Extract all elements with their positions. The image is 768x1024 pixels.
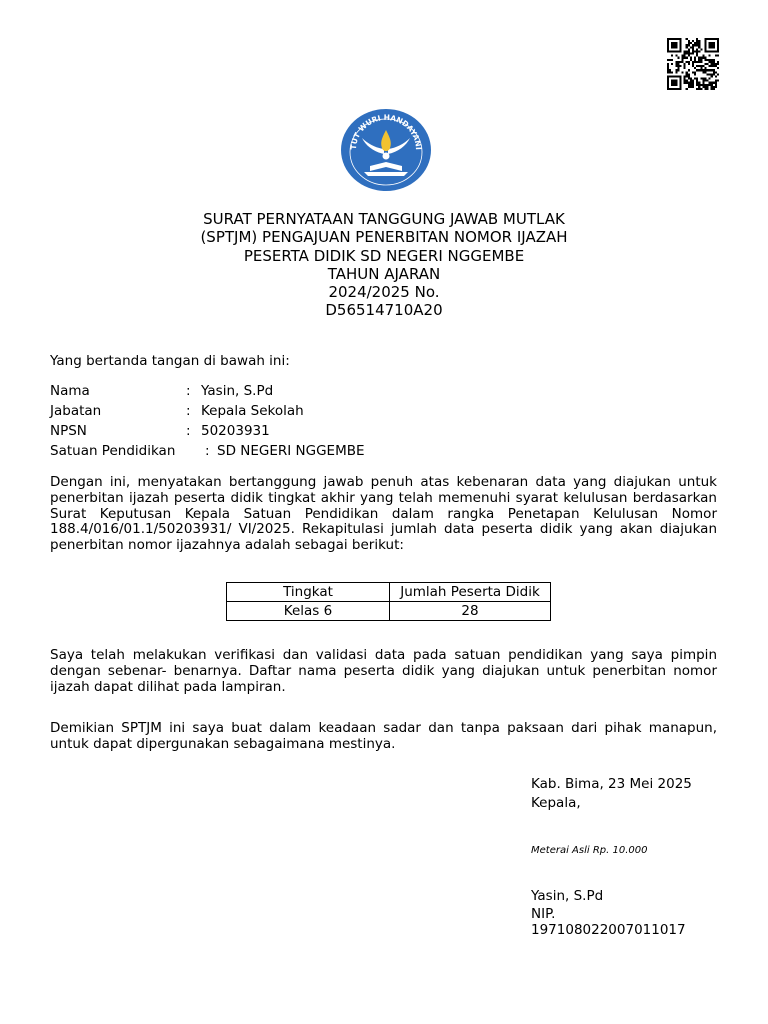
title-line-3: PESERTA DIDIK SD NEGERI NGGEMBE (243, 246, 525, 265)
title-line-6: D56514710A20 (325, 301, 443, 320)
tut-wuri-handayani-logo (340, 108, 432, 192)
title-line-4: TAHUN AJARAN (327, 264, 441, 283)
identity-separator: : (186, 403, 191, 419)
closing-paragraph: Demikian SPTJM ini saya buat dalam keadaan sadar dan tanpa paksaan dari pihak manapun, untuk dapat dipergunakan sebagaimana mestinya. (50, 720, 717, 752)
nip-number: 197108022007011017 (531, 922, 686, 938)
identity-value: Kepala Sekolah (201, 403, 304, 419)
statement-paragraph: Dengan ini, menyatakan bertanggung jawab penuh atas kebenaran data yang diajukan untuk penerbitan ijazah peserta didik tingkat akhir yang telah memenuhi syarat kelulusan berdasarkan Surat Keputusan Kepala Satuan Pendidikan dalam rangka Penetapan Kelulusan Nomor 188.4/016/01.1/50203931/ VI/2025. Rekapitulasi jumlah data peserta didik yang akan diajukan penerbitan nomor ijazahnya adalah sebagai berikut: (50, 474, 717, 554)
signatory-name: Yasin, S.Pd (531, 888, 604, 904)
title-line-2: (SPTJM) PENGAJUAN PENERBITAN NOMOR IJAZAH (200, 228, 568, 247)
title-line-5: 2024/2025 No. (328, 283, 440, 302)
identity-separator: : (186, 423, 191, 439)
table-header-cell: Tingkat (227, 583, 390, 602)
document-title (0, 210, 768, 320)
meterai-note: Meterai Asli Rp. 10.000 (531, 845, 648, 856)
table-cell: Kelas 6 (227, 602, 390, 621)
logo-ribbon (364, 172, 408, 176)
signature-place-date: Kab. Bima, 23 Mei 2025 (531, 776, 692, 792)
logo-star (383, 153, 390, 160)
identity-label: NPSN (50, 423, 87, 439)
identity-separator: : (205, 443, 210, 459)
intro-text: Yang bertanda tangan di bawah ini: (50, 353, 290, 369)
signature-position: Kepala, (531, 795, 581, 811)
title-line-1: SURAT PERNYATAAN TANGGUNG JAWAB MUTLAK (203, 210, 565, 228)
identity-separator: : (186, 383, 191, 399)
identity-value: 50203931 (201, 423, 270, 439)
recap-table (226, 582, 551, 621)
verification-paragraph: Saya telah melakukan verifikasi dan validasi data pada satuan pendidikan yang saya pimpin dengan sebenar- benarnya. Daftar nama peserta didik yang diajukan untuk penerbitan nomor ijazah dapat dilihat pada lampiran. (50, 647, 717, 695)
logo-text: TUT WURI HANDAYANI (348, 112, 424, 151)
identity-value: SD NEGERI NGGEMBE (217, 443, 365, 459)
qr-code (667, 38, 719, 90)
table-header-cell: Jumlah Peserta Didik (390, 583, 551, 602)
nip-label: NIP. (531, 906, 556, 922)
identity-label: Nama (50, 383, 90, 399)
identity-value: Yasin, S.Pd (201, 383, 274, 399)
identity-label: Jabatan (50, 403, 102, 419)
table-cell: 28 (390, 602, 551, 621)
identity-label: Satuan Pendidikan (50, 443, 176, 459)
table-header-row (227, 583, 551, 602)
table-row (227, 602, 551, 621)
